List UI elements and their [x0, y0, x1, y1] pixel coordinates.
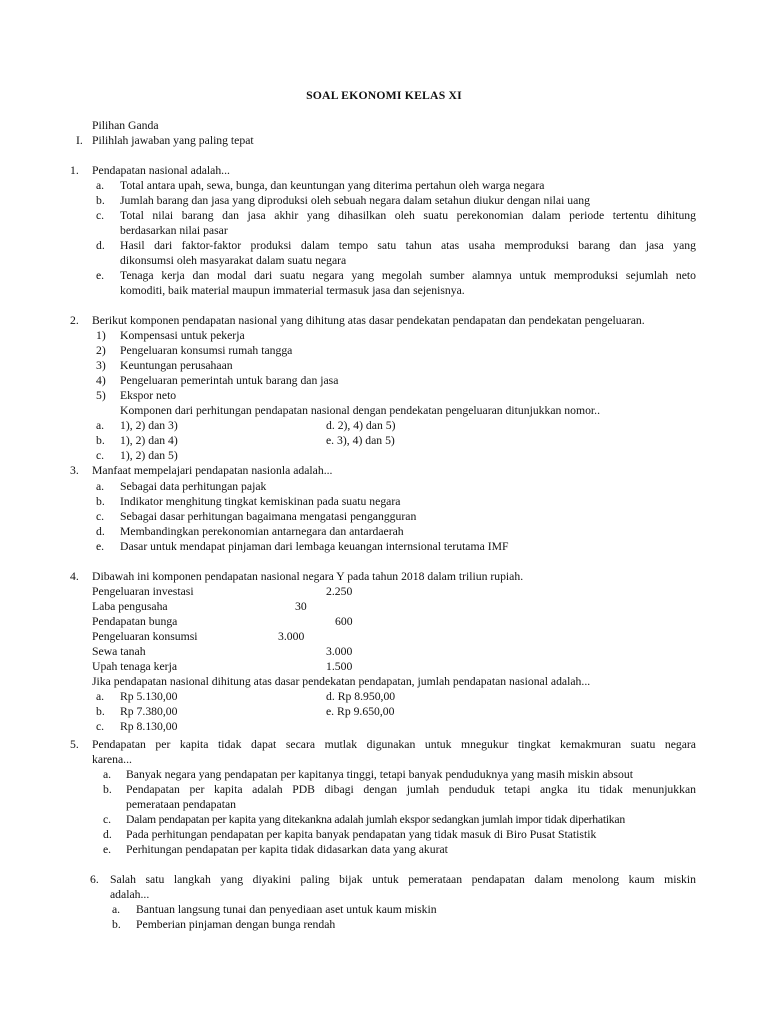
q1-option-b: Jumlah barang dan jasa yang diproduksi oleh sebuah negara dalam setahun diukur dengan nilai uang	[120, 194, 590, 207]
q3-option-c-letter: c.	[96, 510, 105, 523]
q4-row-value: 2.250	[326, 585, 353, 598]
q3-option-e-letter: e.	[96, 540, 105, 553]
q4-option-c-letter: c.	[96, 720, 105, 733]
q5-option-d: Pada perhitungan pendapatan per kapita banyak pendapatan yang tidak masuk di Biro Pusat Statistik	[126, 828, 597, 841]
q3-option-d-letter: d.	[96, 525, 105, 538]
q4-row-value: 3.000	[326, 645, 353, 658]
q5-option-a-letter: a.	[103, 768, 112, 781]
q2-option-c-letter: c.	[96, 449, 105, 462]
q2-option-b-letter: b.	[96, 434, 105, 447]
q3-option-a-letter: a.	[96, 480, 105, 493]
question-1-number: 1.	[70, 164, 79, 177]
question-3-number: 3.	[70, 464, 79, 477]
q4-option-c: Rp 8.130,00	[120, 720, 178, 733]
q5-option-c: Dalam pendapatan per kapita yang ditekankna adalah jumlah ekspor sedangkan jumlah impor tidak diperhatikan	[126, 813, 625, 826]
q6-option-b-letter: b.	[112, 918, 121, 931]
question-5-number: 5.	[70, 738, 79, 751]
q1-option-c-letter: c.	[96, 209, 105, 222]
q4-option-a: Rp 5.130,00	[120, 690, 178, 703]
q4-row-label: Pengeluaran investasi	[92, 585, 194, 598]
q2-option-a-letter: a.	[96, 419, 105, 432]
q3-option-b: Indikator menghitung tingkat kemiskinan pada suatu negara	[120, 495, 401, 508]
question-5-text-line2: karena...	[92, 753, 132, 766]
q2-option-c: 1), 2) dan 5)	[120, 449, 178, 462]
q2-question: Komponen dari perhitungan pendapatan nasional dengan pendekatan pengeluaran ditunjukkan nomor..	[120, 404, 601, 417]
q4-option-b: Rp 7.380,00	[120, 705, 178, 718]
q1-option-a-letter: a.	[96, 179, 105, 192]
q2-item: Ekspor neto	[120, 389, 177, 402]
q5-option-b-line1: Pendapatan per kapita adalah PDB dibagi dengan jumlah penduduk tetapi angka itu tidak menunjukkan	[126, 783, 696, 796]
question-3-text: Manfaat mempelajari pendapatan nasionla adalah...	[92, 464, 333, 477]
q1-option-e-letter: e.	[96, 269, 105, 282]
q3-option-b-letter: b.	[96, 495, 105, 508]
q2-option-d: d. 2), 4) dan 5)	[326, 419, 396, 432]
q5-option-d-letter: d.	[103, 828, 112, 841]
q5-option-c-letter: c.	[103, 813, 112, 826]
q4-option-e: e. Rp 9.650,00	[326, 705, 395, 718]
q2-item-number: 5)	[96, 389, 106, 402]
question-6-text-line1: Salah satu langkah yang diyakini paling bijak untuk pemerataan pendapatan dalam menolong kaum miskin	[110, 873, 696, 886]
q1-option-d-line2: dikonsumsi oleh masyarakat dalam suatu negara	[120, 254, 347, 267]
q4-option-a-letter: a.	[96, 690, 105, 703]
q3-option-e: Dasar untuk mendapat pinjaman dari lembaga keuangan internsional terutama IMF	[120, 540, 509, 553]
question-4-text: Dibawah ini komponen pendapatan nasional negara Y pada tahun 2018 dalam triliun rupiah.	[92, 570, 524, 583]
section-heading: Pilihan Ganda	[92, 119, 159, 132]
q2-item: Keuntungan perusahaan	[120, 359, 233, 372]
q1-option-d-line1: Hasil dari faktor-faktor produksi dalam tempo satu tahun atas usaha memproduksi barang dan jasa yang	[120, 239, 696, 252]
question-5-text-line1: Pendapatan per kapita tidak dapat secara mutlak digunakan untuk mnegukur tingkat kemakmuran suatu negara	[92, 738, 696, 751]
q4-row-label: Pendapatan bunga	[92, 615, 178, 628]
q2-item: Pengeluaran konsumsi rumah tangga	[120, 344, 293, 357]
section-number: I.	[76, 134, 83, 147]
q6-option-b: Pemberian pinjaman dengan bunga rendah	[136, 918, 336, 931]
q1-option-a: Total antara upah, sewa, bunga, dan keuntungan yang diterima pertahun oleh warga negara	[120, 179, 545, 192]
question-6-number: 6.	[90, 873, 99, 886]
q2-item-number: 2)	[96, 344, 106, 357]
q2-item-number: 3)	[96, 359, 106, 372]
q2-option-b: 1), 2) dan 4)	[120, 434, 178, 447]
page-title: SOAL EKONOMI KELAS XI	[306, 89, 462, 102]
q2-option-a: 1), 2) dan 3)	[120, 419, 178, 432]
q6-option-a: Bantuan langsung tunai dan penyediaan aset untuk kaum miskin	[136, 903, 437, 916]
q4-row-label: Laba pengusaha	[92, 600, 168, 613]
q1-option-b-letter: b.	[96, 194, 105, 207]
q6-option-a-letter: a.	[112, 903, 121, 916]
q2-item: Kompensasi untuk pekerja	[120, 329, 245, 342]
q4-row-value: 600	[335, 615, 353, 628]
question-6-text-line2: adalah...	[110, 888, 150, 901]
q4-question: Jika pendapatan nasional dihitung atas dasar pendekatan pendapatan, jumlah pendapatan nasional adalah...	[92, 675, 591, 688]
q4-row-value: 1.500	[326, 660, 353, 673]
q4-row-label: Pengeluaran konsumsi	[92, 630, 198, 643]
q2-item-number: 4)	[96, 374, 106, 387]
q1-option-d-letter: d.	[96, 239, 105, 252]
question-2-text: Berikut komponen pendapatan nasional yang dihitung atas dasar pendekatan pendapatan dan pendekatan pengeluaran.	[92, 314, 645, 327]
q3-option-a: Sebagai data perhitungan pajak	[120, 480, 267, 493]
q1-option-e-line2: komoditi, baik material maupun immaterial termasuk jasa dan sejenisnya.	[120, 284, 465, 297]
q4-row-value: 30	[295, 600, 307, 613]
q3-option-c: Sebagai dasar perhitungan bagaimana mengatasi pengangguran	[120, 510, 417, 523]
q4-row-label: Sewa tanah	[92, 645, 146, 658]
q3-option-d: Membandingkan perekonomian antarnegara dan antardaerah	[120, 525, 404, 538]
q2-item: Pengeluaran pemerintah untuk barang dan jasa	[120, 374, 339, 387]
section-instruction: Pilihlah jawaban yang paling tepat	[92, 134, 254, 147]
q5-option-b-letter: b.	[103, 783, 112, 796]
q2-item-number: 1)	[96, 329, 106, 342]
q4-option-b-letter: b.	[96, 705, 105, 718]
q2-option-e: e. 3), 4) dan 5)	[326, 434, 395, 447]
q1-option-e-line1: Tenaga kerja dan modal dari suatu negara yang megolah sumber alamnya untuk memproduksi sejumlah neto	[120, 269, 696, 282]
q5-option-e: Perhitungan pendapatan per kapita tidak didasarkan data yang akurat	[126, 843, 448, 856]
question-4-number: 4.	[70, 570, 79, 583]
q4-row-value: 3.000	[278, 630, 305, 643]
question-1-text: Pendapatan nasional adalah...	[92, 164, 230, 177]
q4-option-d: d. Rp 8.950,00	[326, 690, 396, 703]
question-2-number: 2.	[70, 314, 79, 327]
q1-option-c-line2: berdasarkan nilai pasar	[120, 224, 228, 237]
q5-option-b-line2: pemerataan pendapatan	[126, 798, 236, 811]
q1-option-c-line1: Total nilai barang dan jasa akhir yang dihasilkan oleh suatu perekonomian dalam periode tertentu dihitung	[120, 209, 696, 222]
q4-row-label: Upah tenaga kerja	[92, 660, 178, 673]
q5-option-e-letter: e.	[103, 843, 112, 856]
q5-option-a: Banyak negara yang pendapatan per kapitanya tinggi, tetapi banyak penduduknya yang masih miskin absout	[126, 768, 633, 781]
